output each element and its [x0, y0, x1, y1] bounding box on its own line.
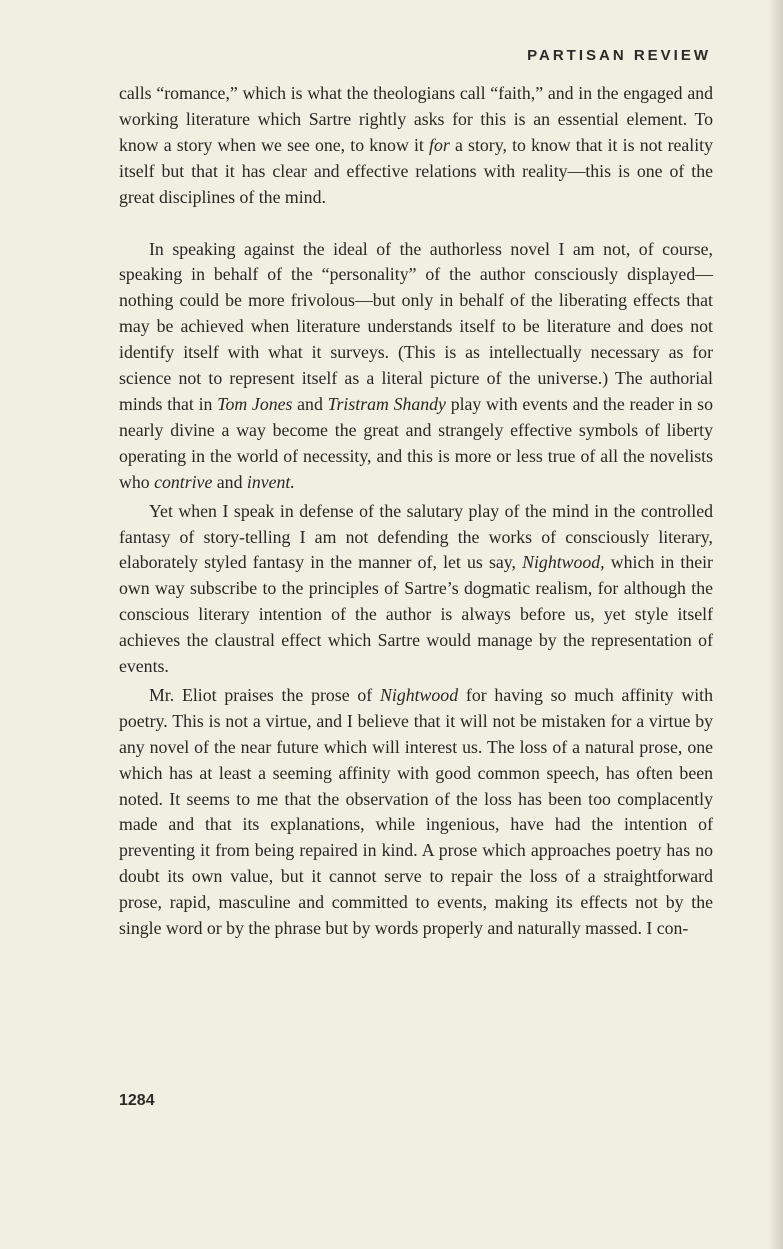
text-run: calls “romance,” which is what the theologians call “faith,” and in the engaged and working literature which Sartre rightly asks for this is an essential element. To know a story when we see one, to know it — [119, 83, 713, 155]
text-run: Mr. Eliot praises the prose of — [149, 684, 381, 705]
paragraph-2 — [119, 237, 713, 496]
italic-text-run: invent. — [246, 471, 295, 492]
article-body — [119, 81, 713, 942]
text-run: and — [212, 471, 247, 492]
text-run: which in their own way subscribe to the principles of Sartre’s dogmatic realism, for although the conscious literary intention of the author is always before us, yet style itself achieves the claustral effect which Sartre would manage by the representation of events. — [119, 552, 713, 677]
text-run: In speaking against the ideal of the authorless novel I am not, of course, speaking in behalf of the “personality” of the author consciously displayed—nothing could be more frivolous—but only in behalf of the liberating effects that may be achieved when literature understands itself to be literature and does not identify itself with what it surveys. (This is as intellectually necessary as for science not to represent itself as a literal picture of the universe.) The authorial minds that in — [119, 238, 713, 414]
text-run: a story, to know that it is not reality itself but that it has clear and effective relations with reality—this is one of the great disciplines of the mind. — [119, 134, 714, 207]
text-run: and — [292, 393, 328, 414]
page-number: 1284 — [119, 1092, 155, 1109]
italic-text-run: Tristram Shandy — [327, 393, 446, 414]
text-run: for having so much affinity with poetry. This is not a virtue, and I believe that it will not be mistaken for a virtue by any novel of the near future which will interest us. The loss of a natural prose, one which has at least a seeming affinity with good common speech, has often been noted. It seems to me that the observation of the loss has been too complacently made and that its explanations, while ingenious, have had the intention of preventing it from being repaired in kind. A prose which approaches poetry has no doubt its own value, but it cannot serve to repair the loss of a straightforward prose, rapid, masculine and committed to events, making its effects not by the single word or by the phrase but by words properly and naturally massed. I con- — [119, 684, 713, 939]
paragraph-1 — [119, 81, 713, 211]
text-run: play with events and the reader in so nearly divine a way become the great and strangely effective symbols of liberty operating in the world of necessity, and this is more or less true of all the novelists who — [119, 393, 713, 492]
italic-text-run: Nightwood, — [522, 552, 605, 573]
page-edge-shadow — [769, 0, 783, 1249]
running-head: PARTISAN REVIEW — [527, 47, 711, 64]
text-run: Yet when I speak in defense of the salutary play of the mind in the controlled fantasy of story-telling I am not defending the works of consciously literary, elaborately styled fantasy in the manner of, let us say, — [119, 500, 713, 573]
italic-text-run: contrive — [154, 471, 213, 492]
paragraph-4 — [119, 683, 713, 942]
paragraph-3 — [119, 499, 713, 680]
italic-text-run: Nightwood — [380, 684, 459, 705]
italic-text-run: Tom Jones — [217, 393, 293, 414]
italic-text-run: for — [429, 134, 450, 155]
